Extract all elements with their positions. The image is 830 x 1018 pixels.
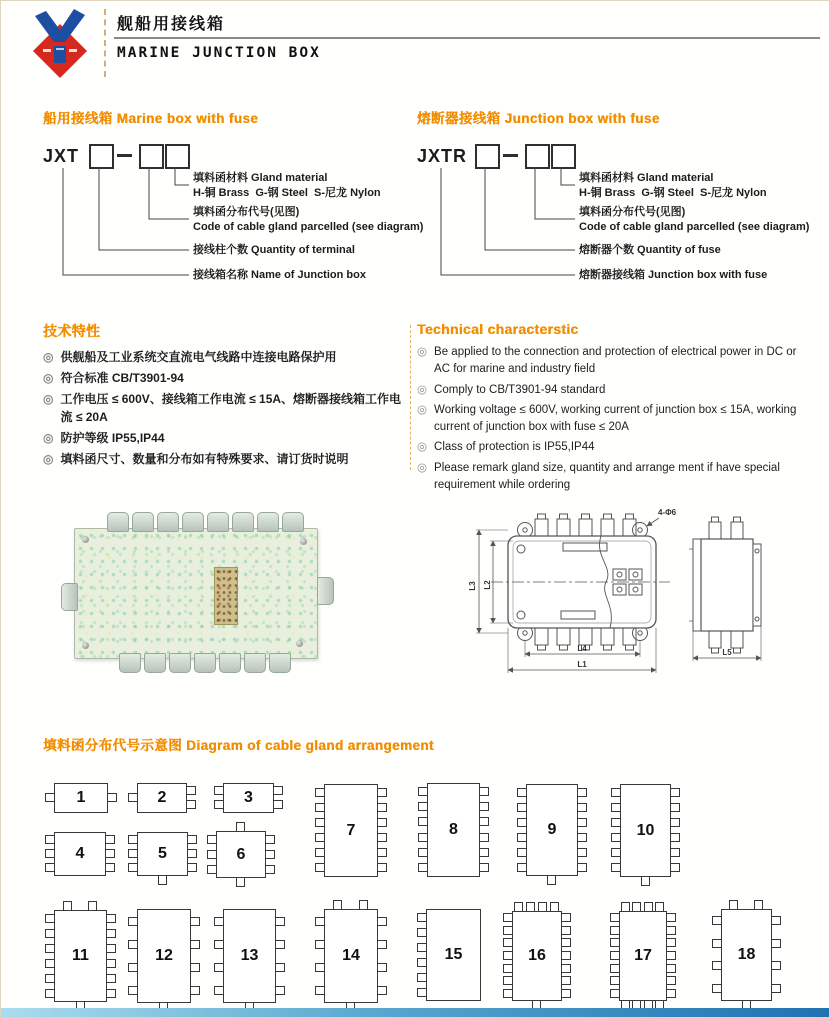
gland-arrangement-box: [324, 909, 378, 1003]
model-code-box: [165, 144, 190, 169]
cable-gland: [157, 512, 179, 532]
cable-gland-stub: [265, 850, 275, 859]
bullet-icon: ◎: [43, 371, 54, 385]
cable-gland: [207, 512, 229, 532]
cable-gland-stub: [315, 917, 325, 926]
cable-gland-stub: [479, 863, 489, 872]
gland-arrangement-box: [512, 911, 562, 1001]
gland-box-number: 18: [737, 946, 756, 963]
cable-gland-stub: [666, 964, 676, 973]
cable-gland-stub: [712, 961, 722, 970]
gland-arrangement-box: [223, 783, 274, 813]
cable-gland-stub: [670, 833, 680, 842]
cable-gland-stub: [517, 818, 527, 827]
dim-label-l2: L2: [483, 580, 492, 590]
cable-gland-stub: [610, 976, 620, 985]
cable-gland-stub: [670, 863, 680, 872]
cable-gland-stub: [106, 989, 116, 998]
tech-characteristics-zh: [43, 321, 411, 471]
cable-gland: [282, 512, 304, 532]
tech-item: ◎ Class of protection is IP55,IP44: [417, 439, 813, 456]
cable-gland-stub: [503, 938, 513, 947]
cable-gland-stub: [712, 984, 722, 993]
model-code-diagram-jxt: [43, 141, 438, 316]
footer-color-bar: [1, 1008, 830, 1018]
cable-gland: [244, 653, 266, 673]
cable-gland-stub: [655, 902, 664, 912]
cable-gland-stub: [610, 938, 620, 947]
cable-gland-stub: [611, 788, 621, 797]
cable-gland-stub: [128, 793, 138, 802]
gland-box-number: 3: [244, 789, 253, 806]
bullet-icon: ◎: [43, 452, 54, 466]
cable-gland-stub: [128, 986, 138, 995]
bullet-icon: ◎: [417, 461, 428, 474]
cable-gland-stub: [503, 976, 513, 985]
gland-arrangement-box: [619, 911, 667, 1001]
cable-gland-stub: [128, 917, 138, 926]
model-code-box: [139, 144, 164, 169]
cable-gland-stub: [666, 951, 676, 960]
dim-label-l5: L5: [722, 648, 732, 657]
cable-gland-stub: [514, 902, 523, 912]
gland-box-number: 6: [236, 845, 246, 863]
cable-gland-stub: [275, 963, 285, 972]
cable-gland-stub: [359, 900, 368, 910]
product-photo: [61, 507, 336, 689]
cable-gland-stub: [479, 787, 489, 796]
cable-gland-stub: [105, 849, 115, 858]
cable-gland-stub: [275, 940, 285, 949]
cable-gland-stub: [517, 863, 527, 872]
bullet-icon: ◎: [417, 441, 428, 454]
page-title-zh: 舰船用接线箱: [117, 16, 226, 33]
cable-gland-stub: [550, 902, 559, 912]
cable-gland: [257, 512, 279, 532]
cable-gland-stub: [611, 848, 621, 857]
cable-gland-stub: [45, 944, 55, 953]
cable-gland-stub: [315, 848, 325, 857]
cable-gland-stub: [214, 917, 224, 926]
cable-gland-stub: [417, 973, 427, 982]
tech-item: ◎ 工作电压 ≤ 600V、接线箱工作电流 ≤ 15A、熔断器接线箱工作电流 ≤ 20A: [43, 392, 402, 424]
cable-gland-stub: [377, 940, 387, 949]
cable-gland-stub: [517, 803, 527, 812]
cable-gland-stub: [377, 986, 387, 995]
cable-gland-stub: [377, 863, 387, 872]
cable-gland-stub: [417, 943, 427, 952]
tech-item: ◎ Please remark gland size, quantity and arrange ment if have special requirement while ordering: [417, 460, 813, 495]
cable-gland-stub: [577, 788, 587, 797]
gland-arrangement-box: [137, 832, 188, 876]
cable-gland-stub: [538, 902, 547, 912]
tech-en-heading: Technical characterstic: [417, 321, 579, 337]
gland-box-number: 17: [634, 947, 652, 964]
cable-gland-stub: [377, 963, 387, 972]
tech-item: ◎ 填料函尺寸、数量和分布如有特殊要求、请订货时说明: [43, 452, 349, 466]
gland-arrangement-box: [324, 784, 378, 877]
cable-gland-stub: [45, 929, 55, 938]
cable-gland-stub: [621, 902, 630, 912]
cable-gland-stub: [106, 974, 116, 983]
cable-gland-stub: [88, 901, 97, 911]
cable-gland-stub: [106, 959, 116, 968]
corner-screw: [82, 536, 89, 543]
gland-diagram-heading: 填料函分布代号示意图 Diagram of cable gland arrangement: [43, 738, 434, 753]
cable-gland-stub: [771, 984, 781, 993]
gland-arrangement-box: [223, 909, 276, 1003]
cable-gland-stub: [418, 817, 428, 826]
cable-gland-stub: [641, 876, 650, 886]
cable-gland-stub: [186, 800, 196, 809]
gland-box-number: 15: [444, 946, 463, 963]
cable-gland-stub: [273, 800, 283, 809]
corner-screw: [300, 538, 307, 545]
cable-gland-stub: [207, 865, 217, 874]
gland-arrangement-box: [54, 832, 106, 876]
cable-gland: [107, 512, 129, 532]
cable-gland-stub: [187, 849, 197, 858]
model-code-box: [551, 144, 576, 169]
cable-gland-stub: [561, 951, 571, 960]
cable-gland-stub: [45, 835, 55, 844]
left-section-heading: 船用接线箱 Marine box with fuse: [43, 111, 259, 126]
gland-arrangement-box: [426, 909, 481, 1001]
cable-gland-stub: [632, 902, 641, 912]
junction-box-body: [74, 528, 318, 659]
cable-gland-stub: [666, 938, 676, 947]
hole-callout-label: 4-Φ6: [658, 508, 677, 517]
dimension-drawing: [463, 499, 818, 704]
cable-gland-stub: [666, 926, 676, 935]
dim-label-l1: L1: [577, 660, 587, 669]
cable-gland-stub: [561, 989, 571, 998]
cable-gland-stub: [214, 786, 224, 795]
cable-gland: [182, 512, 204, 532]
cable-gland-stub: [577, 848, 587, 857]
gland-box-number: 2: [157, 789, 167, 806]
cable-gland-stub: [526, 902, 535, 912]
cable-gland-stub: [610, 913, 620, 922]
cable-gland-stub: [417, 928, 427, 937]
cable-gland-stub: [666, 976, 676, 985]
model-code-box: [475, 144, 500, 169]
model-callout-label: 填料函分布代号(见图) Code of cable gland parcelled (see diagram): [193, 206, 424, 233]
nameplate-label: [214, 567, 238, 625]
cable-gland-stub: [503, 989, 513, 998]
tech-item: ◎ Be applied to the connection and protection of electrical power in DC or AC for marine and industry field: [417, 344, 813, 379]
cable-gland-stub: [479, 848, 489, 857]
cable-gland-stub: [418, 863, 428, 872]
model-code-dash: [503, 154, 518, 157]
cable-gland-stub: [479, 833, 489, 842]
cable-gland-stub: [315, 788, 325, 797]
cable-gland-stub: [377, 848, 387, 857]
cable-gland: [269, 653, 291, 673]
cable-gland-stub: [712, 916, 722, 925]
cable-gland-stub: [479, 802, 489, 811]
cable-gland: [144, 653, 166, 673]
cable-gland-stub: [315, 818, 325, 827]
bullet-icon: ◎: [43, 431, 54, 445]
model-callout-label: 接线柱个数 Quantity of terminal: [193, 244, 355, 256]
gland-box-number: 14: [342, 947, 360, 964]
cable-gland-stub: [45, 959, 55, 968]
cable-gland-stub: [561, 938, 571, 947]
cable-gland-stub: [771, 961, 781, 970]
cable-gland-stub: [106, 944, 116, 953]
tech-item: ◎ Comply to CB/T3901-94 standard: [417, 382, 813, 399]
gland-box-number: 9: [547, 821, 557, 838]
cable-gland-stub: [190, 986, 200, 995]
cable-gland-stub: [105, 835, 115, 844]
cable-gland: [194, 653, 216, 673]
cable-gland-stub: [611, 863, 621, 872]
cable-gland-stub: [186, 786, 196, 795]
cable-gland-stub: [771, 916, 781, 925]
cable-gland-stub: [418, 833, 428, 842]
cable-gland-stub: [517, 833, 527, 842]
cable-gland: [219, 653, 241, 673]
cable-gland-stub: [712, 939, 722, 948]
model-callout-label: 接线箱名称 Name of Junction box: [193, 269, 366, 281]
gland-box-number: 7: [346, 821, 356, 839]
cable-gland-stub: [214, 963, 224, 972]
cable-gland-stub: [561, 926, 571, 935]
cable-gland-stub: [187, 835, 197, 844]
tech-section-divider: [410, 325, 411, 470]
cable-gland-stub: [187, 863, 197, 872]
company-logo: [23, 7, 97, 81]
cable-gland-stub: [158, 875, 167, 885]
cable-gland-stub: [190, 963, 200, 972]
cable-gland-stub: [611, 803, 621, 812]
model-callout-label: 填料函材料 Gland material H-铜 Brass G-钢 Steel S-尼龙 Nylon: [193, 172, 381, 199]
cable-gland-stub: [517, 788, 527, 797]
tech-item: ◎ 供舰船及工业系统交直流电气线路中连接电路保护用: [43, 350, 337, 364]
cable-gland-stub: [265, 835, 275, 844]
cable-gland-stub: [771, 939, 781, 948]
cable-gland-stub: [610, 964, 620, 973]
cable-gland-stub: [377, 917, 387, 926]
cable-gland: [317, 577, 334, 605]
cable-gland-stub: [315, 940, 325, 949]
header-divider: [104, 9, 106, 77]
cable-gland-stub: [610, 951, 620, 960]
gland-arrangement-box: [721, 909, 772, 1001]
cable-gland-stub: [45, 914, 55, 923]
gland-arrangement-box: [526, 784, 578, 876]
model-callout-label: 填料函材料 Gland material H-铜 Brass G-钢 Steel S-尼龙 Nylon: [579, 172, 767, 199]
cable-gland-stub: [128, 963, 138, 972]
cable-gland-top-row: [535, 514, 636, 536]
cable-gland-stub: [236, 877, 245, 887]
front-view-drawing: [468, 508, 677, 673]
cable-gland-stub: [418, 848, 428, 857]
cable-gland-stub: [561, 964, 571, 973]
cable-gland-stub: [315, 986, 325, 995]
cable-gland-stub: [418, 787, 428, 796]
cable-gland-stub: [315, 863, 325, 872]
cable-gland-stub: [315, 803, 325, 812]
gland-arrangement-box: [427, 783, 480, 877]
gland-box-number: 8: [449, 821, 458, 838]
bullet-icon: ◎: [417, 383, 428, 396]
cable-gland-stub: [561, 913, 571, 922]
cable-gland-stub: [503, 926, 513, 935]
cable-gland-stub: [754, 900, 763, 910]
cable-gland-stub: [45, 863, 55, 872]
cable-gland-stub: [479, 817, 489, 826]
cable-gland-stub: [105, 863, 115, 872]
cable-gland-stub: [207, 835, 217, 844]
tech-zh-heading: 技术特性: [43, 323, 101, 339]
cable-gland-stub: [417, 958, 427, 967]
model-prefix: JXTR: [417, 146, 468, 166]
cable-gland-stub: [190, 940, 200, 949]
cable-gland-stub: [610, 989, 620, 998]
right-section-heading: 熔断器接线箱 Junction box with fuse: [417, 111, 660, 126]
cable-gland-stub: [107, 793, 117, 802]
model-callout-label: 填料函分布代号(见图) Code of cable gland parcelled (see diagram): [579, 206, 810, 233]
cable-gland-stub: [377, 803, 387, 812]
tech-item: ◎ Working voltage ≤ 600V, working current of junction box ≤ 15A, working current of junction box with fuse ≤ 20A: [417, 402, 813, 437]
model-code-box: [525, 144, 550, 169]
dim-label-l4: L4: [577, 644, 587, 653]
cable-gland-stub: [106, 914, 116, 923]
cable-gland-stub: [377, 833, 387, 842]
cable-gland-stub: [128, 849, 138, 858]
cable-gland: [132, 512, 154, 532]
model-code-box: [89, 144, 114, 169]
gland-arrangement-box: [137, 783, 187, 813]
cable-gland-stub: [45, 974, 55, 983]
model-callout-label: 熔断器个数 Quantity of fuse: [579, 244, 721, 256]
cable-gland-stub: [236, 822, 245, 832]
gland-box-number: 10: [636, 821, 655, 839]
cable-gland-stub: [503, 951, 513, 960]
cable-gland: [169, 653, 191, 673]
side-view-drawing: [689, 517, 761, 661]
cable-gland-stub: [275, 917, 285, 926]
cable-gland-stub: [666, 989, 676, 998]
gland-box-number: 12: [155, 947, 173, 964]
cable-gland-stub: [214, 800, 224, 809]
cable-gland: [119, 653, 141, 673]
cable-gland-stub: [273, 786, 283, 795]
cable-gland-stub: [128, 863, 138, 872]
cable-gland-stub: [417, 988, 427, 997]
page-title-en: MARINE JUNCTION BOX: [117, 45, 321, 61]
gland-box-number: 13: [240, 947, 259, 964]
cable-gland-stub: [315, 833, 325, 842]
cable-gland-stub: [377, 818, 387, 827]
cable-gland-stub: [265, 865, 275, 874]
header-rule: [114, 37, 820, 39]
cable-gland-stub: [611, 818, 621, 827]
gland-arrangement-box: [620, 784, 671, 877]
cable-gland-stub: [45, 989, 55, 998]
cable-gland-stub: [610, 926, 620, 935]
model-prefix: JXT: [43, 146, 80, 166]
cable-gland-stub: [190, 917, 200, 926]
cable-gland-stub: [611, 833, 621, 842]
bullet-icon: ◎: [43, 350, 54, 364]
gland-arrangement-box: [54, 783, 108, 813]
cable-gland-stub: [207, 850, 217, 859]
tech-characteristics-en: [417, 321, 813, 497]
bullet-icon: ◎: [417, 403, 428, 416]
model-callout-label: 熔断器接线箱 Junction box with fuse: [579, 269, 768, 281]
gland-arrangement-box: [137, 909, 191, 1003]
cable-gland-stub: [503, 913, 513, 922]
gland-box-number: 4: [75, 845, 85, 862]
cable-gland-stub: [577, 818, 587, 827]
cable-gland-stub: [45, 849, 55, 858]
cable-gland-stub: [729, 900, 738, 910]
cable-gland-stub: [577, 863, 587, 872]
bullet-icon: ◎: [417, 346, 428, 358]
cable-gland-stub: [670, 803, 680, 812]
bullet-icon: ◎: [43, 392, 54, 406]
cable-gland-stub: [577, 833, 587, 842]
model-code-dash: [117, 154, 132, 157]
cable-gland-stub: [275, 986, 285, 995]
cable-gland-stub: [644, 902, 653, 912]
cable-gland-stub: [417, 913, 427, 922]
gland-arrangement-box: [54, 910, 107, 1002]
cable-gland-stub: [315, 963, 325, 972]
tech-item: ◎ 防护等级 IP55,IP44: [43, 431, 165, 445]
cable-gland-stub: [333, 900, 342, 910]
cable-gland-stub: [517, 848, 527, 857]
corner-screw: [82, 642, 89, 649]
cable-gland-stub: [561, 976, 571, 985]
corner-screw: [296, 640, 303, 647]
cable-gland-stub: [128, 835, 138, 844]
gland-box-number: 5: [158, 845, 167, 862]
gland-arrangement-box: [216, 831, 266, 878]
cable-gland-stub: [670, 818, 680, 827]
gland-box-number: 1: [76, 789, 86, 806]
cable-gland-stub: [128, 940, 138, 949]
tech-item: ◎ 符合标准 CB/T3901-94: [43, 371, 184, 385]
cable-gland-stub: [45, 793, 55, 802]
cable-gland-stub: [214, 986, 224, 995]
cable-gland-stub: [63, 901, 72, 911]
cable-gland-stub: [666, 913, 676, 922]
cable-gland: [232, 512, 254, 532]
cable-gland-stub: [670, 788, 680, 797]
cable-gland-stub: [418, 802, 428, 811]
cable-gland-stub: [670, 848, 680, 857]
cable-gland-stub: [577, 803, 587, 812]
cable-gland-stub: [547, 875, 556, 885]
cable-gland-stub: [214, 940, 224, 949]
cable-gland-stub: [377, 788, 387, 797]
dim-label-l3: L3: [468, 581, 477, 591]
gland-box-number: 11: [72, 947, 89, 964]
cable-gland-stub: [106, 929, 116, 938]
gland-box-number: 16: [528, 947, 546, 964]
model-code-diagram-jxtr: [417, 141, 812, 316]
cable-gland: [61, 583, 78, 611]
cable-gland-stub: [503, 964, 513, 973]
